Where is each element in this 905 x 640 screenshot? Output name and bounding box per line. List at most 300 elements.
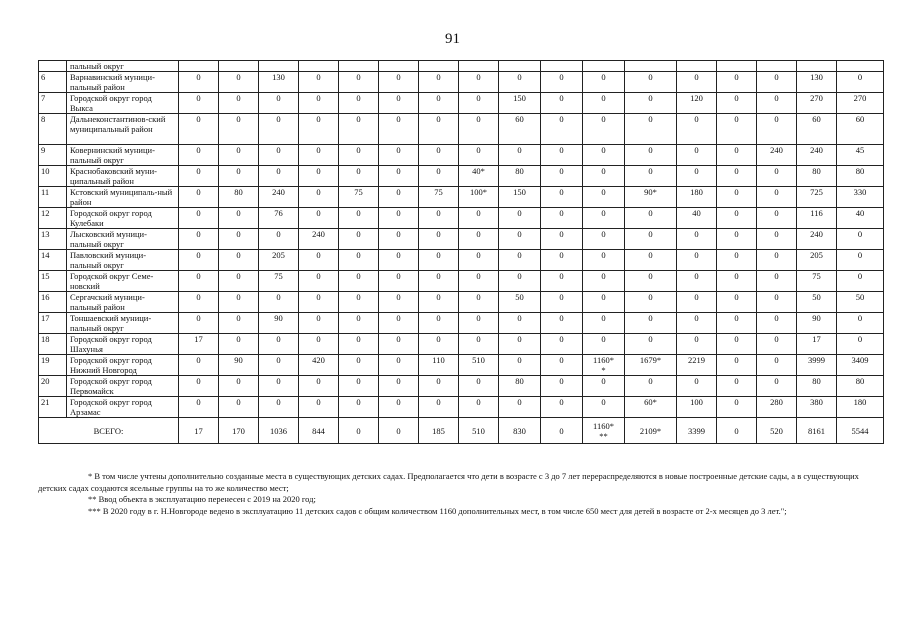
value-cell: 420: [299, 355, 339, 376]
value-cell: 240: [259, 187, 299, 208]
value-cell: 0: [499, 313, 541, 334]
page-number: 91: [445, 31, 460, 47]
value-cell: 75: [419, 187, 459, 208]
value-cell: 380: [797, 397, 837, 418]
value-cell: 0: [299, 313, 339, 334]
value-cell: 0: [583, 166, 625, 187]
municipality-name: Городской округ город Кулебаки: [67, 208, 179, 229]
value-cell: 0: [179, 93, 219, 114]
value-cell: 0: [419, 93, 459, 114]
total-row: [39, 418, 884, 444]
value-cell: 120: [677, 93, 717, 114]
value-cell: 1160* *: [583, 355, 625, 376]
value-cell: 0: [677, 271, 717, 292]
value-cell: 0: [259, 355, 299, 376]
value-cell: 0: [757, 355, 797, 376]
value-cell: 0: [541, 397, 583, 418]
value-cell: 0: [299, 187, 339, 208]
value-cell: 0: [379, 208, 419, 229]
value-cell: 0: [419, 334, 459, 355]
value-cell: 0: [459, 114, 499, 145]
value-cell: 0: [677, 250, 717, 271]
value-cell: 0: [499, 271, 541, 292]
value-cell: 0: [583, 250, 625, 271]
municipality-name: Городской округ город Выкса: [67, 93, 179, 114]
table-body: [39, 61, 884, 444]
total-cell: 510: [459, 418, 499, 444]
value-cell: 0: [757, 114, 797, 145]
value-cell: 0: [379, 250, 419, 271]
value-cell: 0: [259, 376, 299, 397]
value-cell: 0: [583, 313, 625, 334]
value-cell: 0: [717, 93, 757, 114]
value-cell: 75: [339, 187, 379, 208]
value-cell: 0: [419, 376, 459, 397]
value-cell: 0: [717, 355, 757, 376]
row-number: 18: [39, 334, 67, 355]
municipality-name: Городской округ город Нижний Новгород: [67, 355, 179, 376]
table-row: [39, 334, 884, 355]
footnote-1: * В том числе учтены дополнительно созданные места в существующих детских садах. Предполагается что дети в возрасте с 3 до 7 лет перераспределяются в новые построенные детские сады, а в существующих детских садах создаются ясельные группы на то же количество мест;: [38, 471, 859, 493]
municipality-name: Тоншаевский муници-пальный округ: [67, 313, 179, 334]
value-cell: 0: [179, 229, 219, 250]
value-cell: 0: [677, 313, 717, 334]
value-cell: 0: [757, 72, 797, 93]
value-cell: 0: [625, 114, 677, 145]
value-cell: 270: [837, 93, 884, 114]
value-cell: 0: [837, 271, 884, 292]
value-cell: 17: [179, 334, 219, 355]
value-cell: 0: [625, 376, 677, 397]
value-cell: 0: [339, 313, 379, 334]
value-cell: 0: [717, 187, 757, 208]
value-cell: 40*: [459, 166, 499, 187]
value-cell: 0: [717, 313, 757, 334]
value-cell: 150: [499, 187, 541, 208]
value-cell: 0: [541, 166, 583, 187]
value-cell: 280: [757, 397, 797, 418]
value-cell: 0: [583, 187, 625, 208]
table-row: [39, 271, 884, 292]
value-cell: 0: [299, 250, 339, 271]
value-cell: 0: [541, 72, 583, 93]
row-number: 15: [39, 271, 67, 292]
value-cell: 0: [717, 292, 757, 313]
value-cell: 80: [219, 187, 259, 208]
total-cell: 185: [419, 418, 459, 444]
total-cell: 0: [541, 418, 583, 444]
value-cell: 0: [541, 208, 583, 229]
value-cell: 0: [379, 313, 419, 334]
value-cell: 0: [677, 145, 717, 166]
value-cell: 0: [419, 397, 459, 418]
value-cell: 0: [583, 93, 625, 114]
value-cell: 90: [797, 313, 837, 334]
value-cell: 240: [757, 145, 797, 166]
value-cell: 0: [625, 229, 677, 250]
value-cell: 80: [499, 166, 541, 187]
value-cell: 0: [179, 145, 219, 166]
value-cell: 0: [757, 93, 797, 114]
value-cell: 0: [837, 334, 884, 355]
value-cell: 0: [459, 145, 499, 166]
value-cell: 116: [797, 208, 837, 229]
value-cell: 80: [797, 166, 837, 187]
value-cell: 0: [837, 313, 884, 334]
value-cell: 0: [219, 313, 259, 334]
row-number: 14: [39, 250, 67, 271]
value-cell: 0: [459, 208, 499, 229]
table-row: [39, 229, 884, 250]
value-cell: 0: [757, 271, 797, 292]
value-cell: 0: [499, 250, 541, 271]
value-cell: 0: [299, 397, 339, 418]
value-cell: 0: [625, 166, 677, 187]
value-cell: 0: [757, 376, 797, 397]
row-number: 12: [39, 208, 67, 229]
value-cell: 0: [717, 114, 757, 145]
value-cell: 0: [757, 250, 797, 271]
municipality-name: пальный округ: [67, 61, 179, 72]
value-cell: 0: [219, 145, 259, 166]
total-cell: 1160* **: [583, 418, 625, 444]
total-cell: 0: [379, 418, 419, 444]
value-cell: 0: [179, 355, 219, 376]
value-cell: 0: [757, 334, 797, 355]
value-cell: 0: [419, 166, 459, 187]
value-cell: 3999: [797, 355, 837, 376]
value-cell: 0: [837, 229, 884, 250]
value-cell: 0: [625, 292, 677, 313]
value-cell: 0: [419, 72, 459, 93]
value-cell: 0: [379, 166, 419, 187]
value-cell: 0: [625, 334, 677, 355]
value-cell: 0: [541, 334, 583, 355]
value-cell: 0: [677, 334, 717, 355]
value-cell: 0: [757, 292, 797, 313]
value-cell: 0: [717, 397, 757, 418]
value-cell: 0: [299, 208, 339, 229]
value-cell: 0: [179, 187, 219, 208]
row-number: 6: [39, 72, 67, 93]
value-cell: 0: [379, 93, 419, 114]
value-cell: 0: [583, 271, 625, 292]
value-cell: 50: [499, 292, 541, 313]
value-cell: 130: [797, 72, 837, 93]
value-cell: 40: [837, 208, 884, 229]
value-cell: 0: [379, 292, 419, 313]
value-cell: 0: [583, 72, 625, 93]
value-cell: 0: [219, 250, 259, 271]
value-cell: 0: [219, 208, 259, 229]
value-cell: 0: [717, 271, 757, 292]
value-cell: 0: [179, 397, 219, 418]
footnote-2: ** Ввод объекта в эксплуатацию перенесен с 2019 на 2020 год;: [88, 494, 316, 504]
value-cell: 0: [625, 93, 677, 114]
value-cell: 0: [459, 397, 499, 418]
value-cell: 0: [179, 166, 219, 187]
value-cell: 330: [837, 187, 884, 208]
value-cell: 1679*: [625, 355, 677, 376]
row-number: 13: [39, 229, 67, 250]
value-cell: 0: [625, 313, 677, 334]
row-number: 19: [39, 355, 67, 376]
value-cell: 0: [757, 208, 797, 229]
value-cell: 0: [499, 229, 541, 250]
value-cell: 0: [541, 313, 583, 334]
table-row: [39, 376, 884, 397]
value-cell: 0: [259, 292, 299, 313]
value-cell: 0: [219, 376, 259, 397]
value-cell: 240: [797, 145, 837, 166]
value-cell: 0: [219, 72, 259, 93]
value-cell: 0: [541, 114, 583, 145]
value-cell: 100: [677, 397, 717, 418]
value-cell: 0: [717, 376, 757, 397]
municipality-name: Городской округ город Первомайск: [67, 376, 179, 397]
value-cell: 240: [299, 229, 339, 250]
value-cell: 76: [259, 208, 299, 229]
table-row: [39, 145, 884, 166]
total-cell: 520: [757, 418, 797, 444]
municipality-name: Краснобаковский муни-ципальный район: [67, 166, 179, 187]
value-cell: 0: [541, 229, 583, 250]
value-cell: 60*: [625, 397, 677, 418]
value-cell: 0: [179, 376, 219, 397]
value-cell: 0: [583, 376, 625, 397]
value-cell: 0: [459, 250, 499, 271]
value-cell: 0: [379, 355, 419, 376]
value-cell: 0: [259, 114, 299, 145]
value-cell: 0: [179, 114, 219, 145]
footnote-3: *** В 2020 году в г. Н.Новгороде ведено в эксплуатацию 11 детских садов с общим количеством 1160 дополнительных мест, в том числе 650 мест для детей в возрасте от 2-х месяцев до 3 лет.";: [88, 505, 787, 516]
value-cell: 0: [299, 166, 339, 187]
value-cell: 150: [499, 93, 541, 114]
value-cell: 0: [459, 93, 499, 114]
municipality-name: Ковернинский муници-пальный округ: [67, 145, 179, 166]
value-cell: 0: [219, 166, 259, 187]
value-cell: 0: [717, 72, 757, 93]
value-cell: 0: [677, 376, 717, 397]
value-cell: 0: [677, 72, 717, 93]
value-cell: 0: [419, 114, 459, 145]
value-cell: 0: [379, 334, 419, 355]
value-cell: 130: [259, 72, 299, 93]
value-cell: 0: [259, 145, 299, 166]
value-cell: 0: [499, 334, 541, 355]
value-cell: 0: [625, 72, 677, 93]
value-cell: 0: [677, 166, 717, 187]
value-cell: 0: [339, 72, 379, 93]
value-cell: 0: [541, 355, 583, 376]
value-cell: 0: [179, 313, 219, 334]
value-cell: 0: [299, 72, 339, 93]
value-cell: 0: [339, 355, 379, 376]
value-cell: 0: [717, 208, 757, 229]
value-cell: 0: [625, 145, 677, 166]
value-cell: 0: [299, 292, 339, 313]
value-cell: 0: [219, 271, 259, 292]
total-cell: 2109*: [625, 418, 677, 444]
value-cell: 0: [757, 229, 797, 250]
row-number: 17: [39, 313, 67, 334]
value-cell: 60: [499, 114, 541, 145]
value-cell: 0: [541, 250, 583, 271]
row-number: [39, 61, 67, 72]
table-row: [39, 292, 884, 313]
value-cell: 0: [541, 93, 583, 114]
value-cell: 205: [259, 250, 299, 271]
total-cell: 8161: [797, 418, 837, 444]
value-cell: 0: [339, 208, 379, 229]
value-cell: 0: [379, 187, 419, 208]
value-cell: 0: [625, 208, 677, 229]
table-row: [39, 355, 884, 376]
value-cell: 0: [419, 145, 459, 166]
value-cell: 0: [677, 292, 717, 313]
value-cell: 0: [219, 114, 259, 145]
value-cell: 75: [259, 271, 299, 292]
value-cell: 0: [179, 208, 219, 229]
places-table: [38, 60, 884, 444]
value-cell: 0: [219, 93, 259, 114]
value-cell: 0: [583, 114, 625, 145]
value-cell: 50: [837, 292, 884, 313]
value-cell: 110: [419, 355, 459, 376]
value-cell: 60: [797, 114, 837, 145]
municipality-name: Городской округ город Арзамас: [67, 397, 179, 418]
total-cell: 170: [219, 418, 259, 444]
value-cell: 0: [625, 271, 677, 292]
footnotes: [38, 471, 883, 517]
value-cell: 0: [259, 229, 299, 250]
value-cell: 50: [797, 292, 837, 313]
value-cell: 0: [419, 271, 459, 292]
value-cell: 0: [379, 376, 419, 397]
value-cell: 0: [219, 397, 259, 418]
value-cell: 0: [499, 355, 541, 376]
table-row: [39, 187, 884, 208]
total-cell: 17: [179, 418, 219, 444]
value-cell: 80: [837, 376, 884, 397]
value-cell: 0: [459, 334, 499, 355]
municipality-name: Городской округ Семе-новский: [67, 271, 179, 292]
value-cell: 0: [259, 397, 299, 418]
value-cell: 0: [379, 271, 419, 292]
value-cell: 0: [583, 292, 625, 313]
value-cell: 0: [583, 208, 625, 229]
value-cell: 17: [797, 334, 837, 355]
value-cell: 0: [419, 313, 459, 334]
table-row: [39, 72, 884, 93]
table-row: [39, 166, 884, 187]
value-cell: 0: [717, 229, 757, 250]
value-cell: 0: [837, 72, 884, 93]
municipality-name: Дальнеконстантинов-ский муниципальный район: [67, 114, 179, 145]
value-cell: 0: [717, 145, 757, 166]
total-cell: 844: [299, 418, 339, 444]
value-cell: 45: [837, 145, 884, 166]
value-cell: 0: [339, 166, 379, 187]
value-cell: 0: [459, 376, 499, 397]
value-cell: 0: [677, 229, 717, 250]
value-cell: 0: [379, 229, 419, 250]
value-cell: 0: [499, 145, 541, 166]
value-cell: 0: [717, 334, 757, 355]
value-cell: 0: [339, 271, 379, 292]
value-cell: 0: [379, 145, 419, 166]
value-cell: 90: [219, 355, 259, 376]
value-cell: 0: [179, 271, 219, 292]
value-cell: 0: [259, 166, 299, 187]
value-cell: 0: [339, 376, 379, 397]
value-cell: 725: [797, 187, 837, 208]
value-cell: 0: [259, 334, 299, 355]
value-cell: 80: [499, 376, 541, 397]
value-cell: 0: [499, 397, 541, 418]
value-cell: 0: [459, 72, 499, 93]
value-cell: 0: [541, 187, 583, 208]
value-cell: 0: [837, 250, 884, 271]
value-cell: 0: [259, 93, 299, 114]
value-cell: 80: [797, 376, 837, 397]
table-row: [39, 61, 884, 72]
value-cell: 0: [717, 250, 757, 271]
value-cell: 0: [583, 334, 625, 355]
value-cell: 0: [757, 166, 797, 187]
total-label: ВСЕГО:: [39, 418, 179, 444]
value-cell: 0: [583, 397, 625, 418]
value-cell: 0: [677, 114, 717, 145]
value-cell: 0: [419, 229, 459, 250]
value-cell: 0: [419, 292, 459, 313]
municipality-name: Городской округ город Шахунья: [67, 334, 179, 355]
value-cell: 0: [339, 250, 379, 271]
value-cell: 0: [379, 72, 419, 93]
value-cell: 75: [797, 271, 837, 292]
value-cell: 180: [677, 187, 717, 208]
value-cell: 0: [499, 72, 541, 93]
value-cell: 0: [757, 187, 797, 208]
row-number: 7: [39, 93, 67, 114]
value-cell: 0: [339, 334, 379, 355]
table-row: [39, 208, 884, 229]
value-cell: 0: [219, 292, 259, 313]
municipality-name: Лысковский муници-пальный округ: [67, 229, 179, 250]
value-cell: 0: [583, 145, 625, 166]
value-cell: 0: [459, 292, 499, 313]
value-cell: 0: [379, 114, 419, 145]
value-cell: 0: [541, 376, 583, 397]
value-cell: 0: [419, 208, 459, 229]
municipality-name: Кстовский муниципаль-ный район: [67, 187, 179, 208]
value-cell: 240: [797, 229, 837, 250]
value-cell: 510: [459, 355, 499, 376]
value-cell: 0: [625, 250, 677, 271]
value-cell: 0: [757, 313, 797, 334]
municipality-name: Сергачский муници-пальный район: [67, 292, 179, 313]
value-cell: 0: [459, 271, 499, 292]
total-cell: 1036: [259, 418, 299, 444]
table-row: [39, 250, 884, 271]
row-number: 20: [39, 376, 67, 397]
table-row: [39, 313, 884, 334]
total-cell: 3399: [677, 418, 717, 444]
row-number: 10: [39, 166, 67, 187]
value-cell: 0: [583, 229, 625, 250]
value-cell: 3409: [837, 355, 884, 376]
value-cell: 40: [677, 208, 717, 229]
